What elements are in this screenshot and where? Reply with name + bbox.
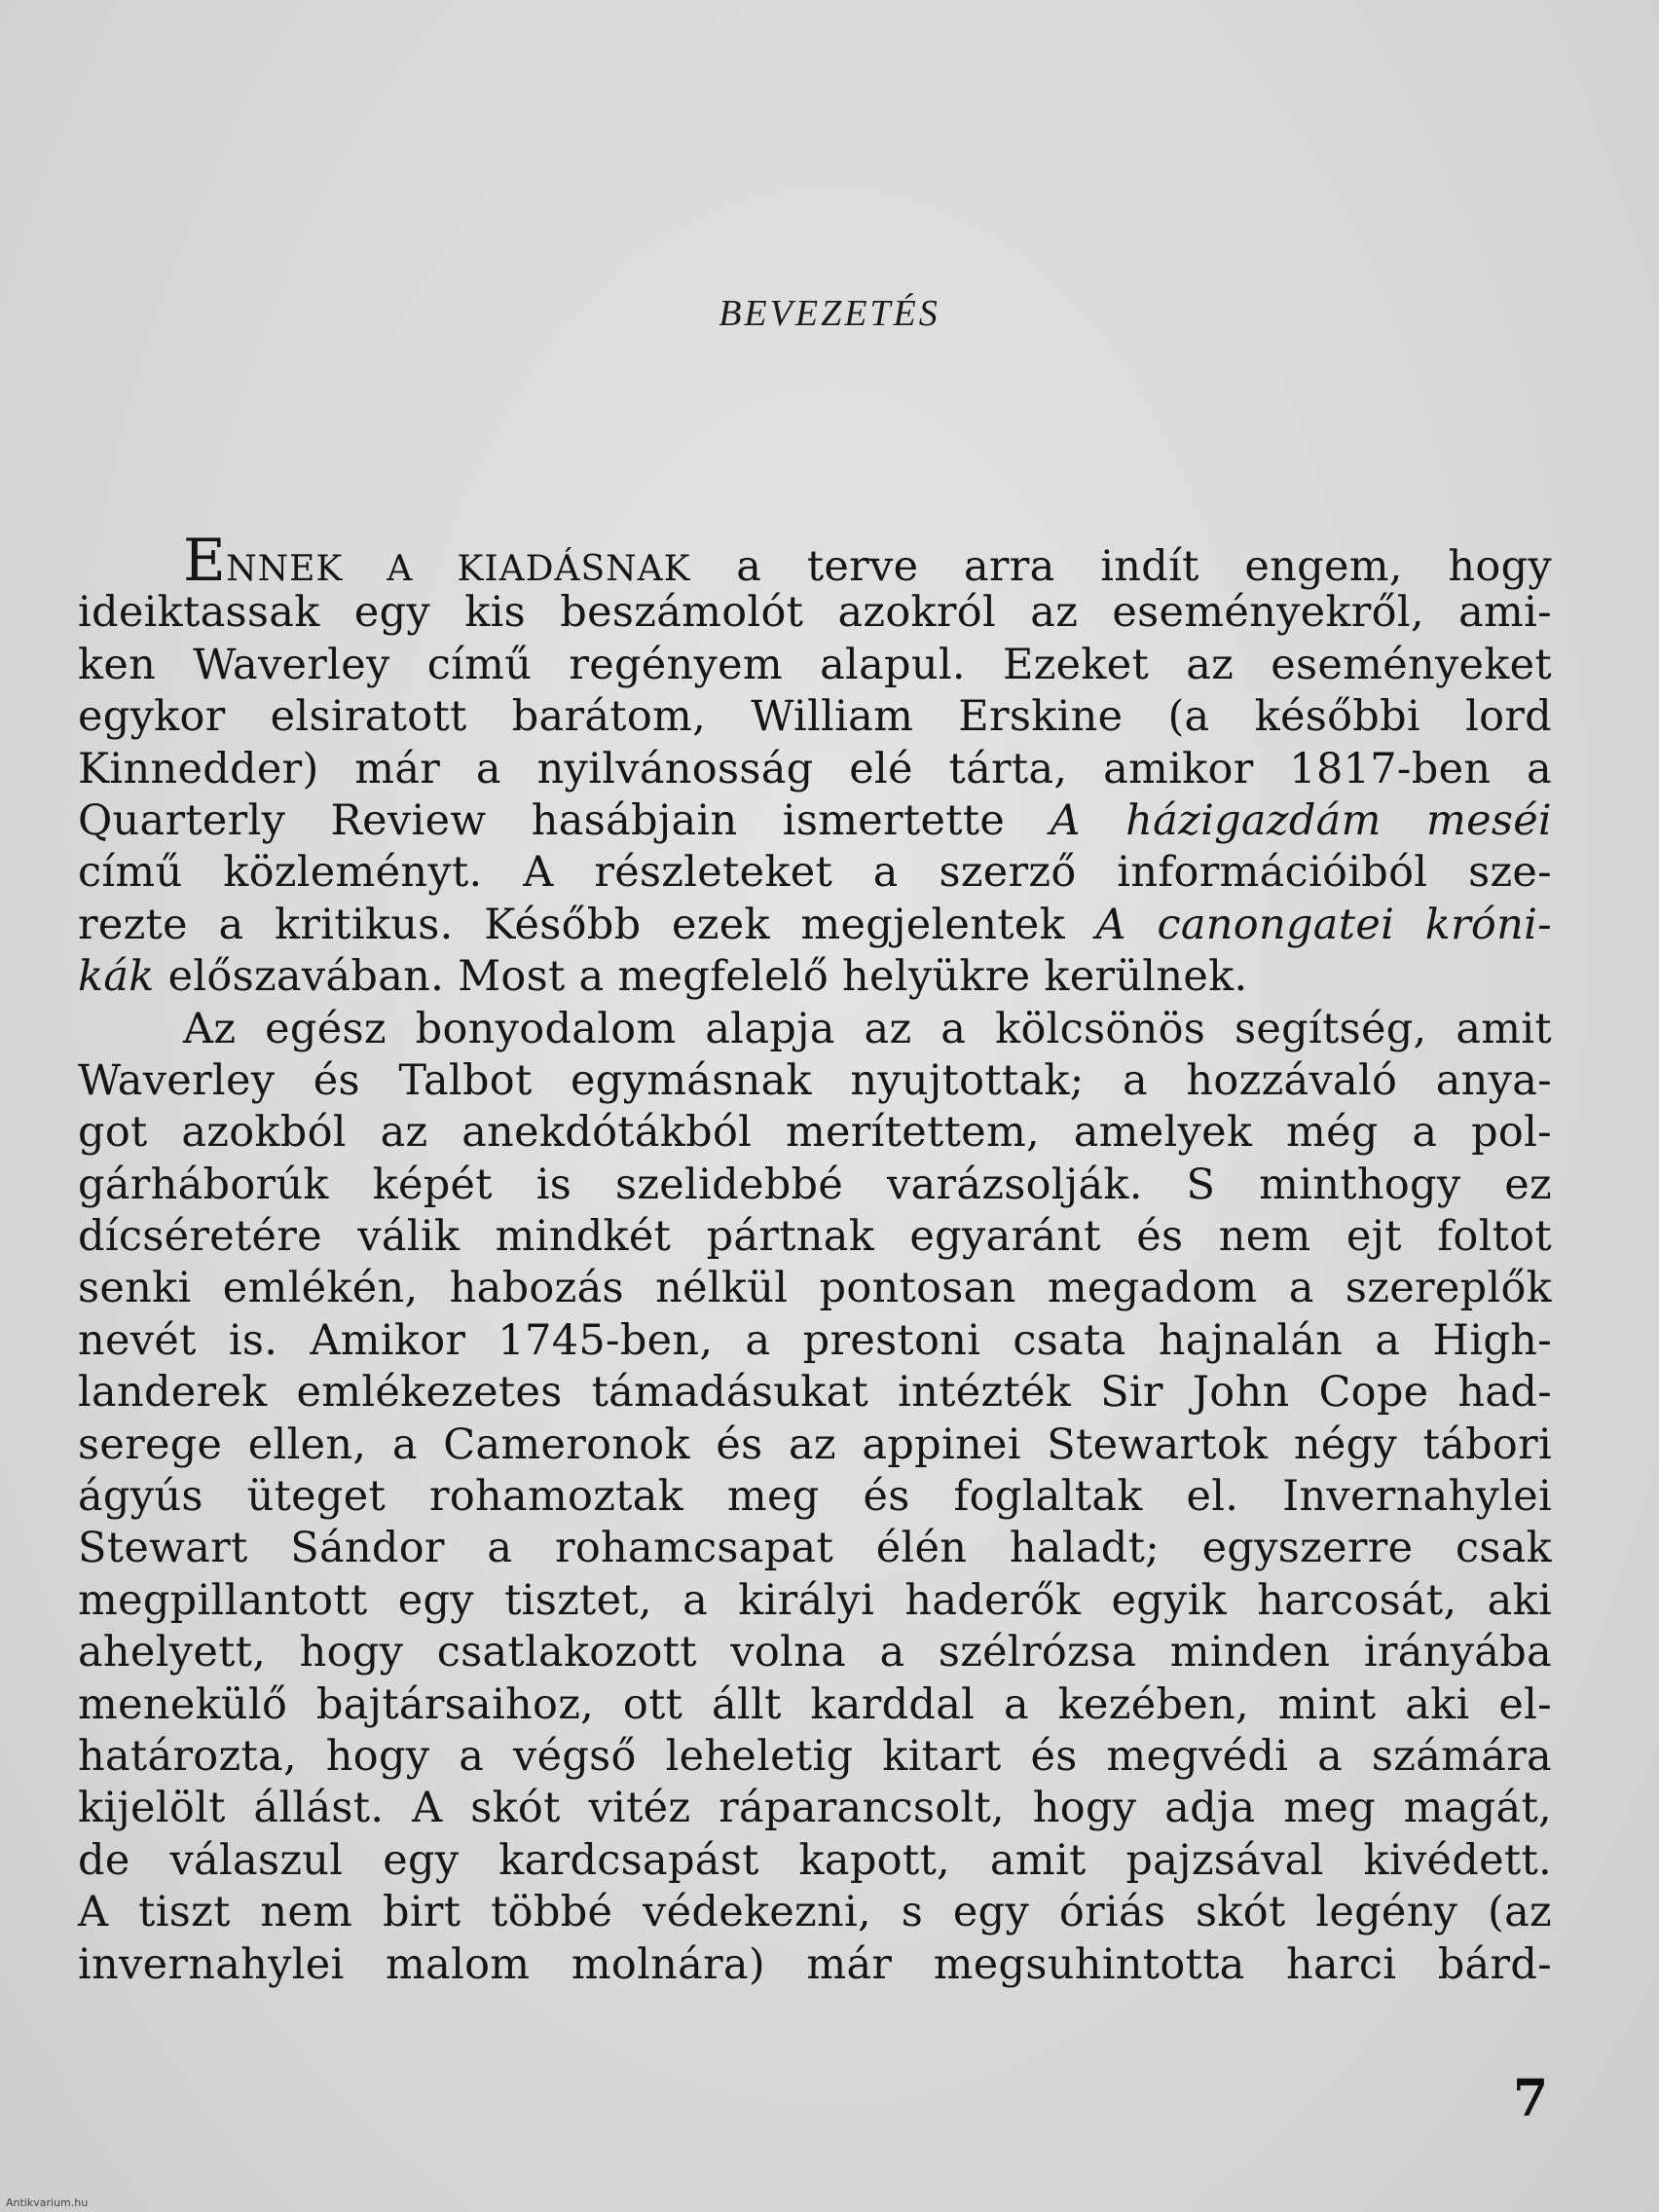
- chapter-heading: BEVEZETÉS: [719, 293, 940, 334]
- text-line-7: című közleményt. A részleteket a szerző információiból sze-: [78, 848, 1552, 898]
- chronicle-title-italic: A canongatei króni-: [1095, 900, 1552, 949]
- text-line-11: Waverley és Talbot egymásnak nyujtottak; a hozzávaló anya-: [78, 1055, 1552, 1105]
- text-line-21: megpillantott egy tisztet, a királyi haderők egyik harcosát, aki: [78, 1575, 1552, 1625]
- text-line-12: got azokból az anekdótákból merítettem, amelyek még a pol-: [78, 1108, 1552, 1158]
- text-line-14: dícséretére válik mindkét pártnak egyaránt és nem ejt foltot: [78, 1212, 1552, 1262]
- text-line-23: menekülő bajtársaihoz, ott állt karddal a kezében, mint aki el-: [78, 1679, 1552, 1729]
- drop-cap: E: [183, 527, 227, 595]
- page-number: 7: [1513, 2069, 1549, 2128]
- text-line-2: ideiktassak egy kis beszámolót azokról az eseményekről, ami-: [78, 588, 1552, 638]
- line-8-text: rezte a kritikus. Később ezek megjelentek: [78, 900, 1096, 949]
- book-title-italic: A házigazdám meséi: [1050, 795, 1552, 845]
- text-line-24: határozta, hogy a végső leheletig kitart és megvédi a számára: [78, 1731, 1552, 1781]
- text-line-28: invernahylei malom molnára) már megsuhintotta harci bárd-: [78, 1939, 1552, 1989]
- text-line-8: [78, 900, 1552, 951]
- text-line-10: Az egész bonyodalom alapja az a kölcsönös segítség, amit: [183, 1004, 1552, 1053]
- text-line-13: gárháborúk képét is szelidebbé varázsolják. S minthogy ez: [78, 1160, 1552, 1209]
- text-line-3: ken Waverley című regényem alapul. Ezeket az eseményeket: [78, 640, 1552, 689]
- line-1-rest: a terve arra indít engem, hogy: [690, 542, 1552, 591]
- text-line-1: [78, 527, 1552, 595]
- text-line-26: de válaszul egy kardcsapást kapott, amit pajzsával kivédett.: [78, 1835, 1552, 1885]
- line-9-text: előszavában. Most a megfelelő helyükre kerülnek.: [154, 952, 1248, 1002]
- line-6-text: Quarterly Review hasábjain ismertette: [78, 795, 1051, 845]
- text-line-20: Stewart Sándor a rohamcsapat élén haladt; egyszerre csak: [78, 1524, 1552, 1573]
- text-line-9: [78, 951, 1552, 1003]
- text-line-18: serege ellen, a Cameronok és az appinei Stewartok négy tábori: [78, 1419, 1552, 1469]
- text-line-5: Kinnedder) már a nyilvánosság elé tárta, amikor 1817-ben a: [78, 744, 1552, 793]
- text-line-4: egykor elsiratott barátom, William Erskine (a későbbi lord: [78, 692, 1552, 742]
- text-line-15: senki emlékén, habozás nélkül pontosan megadom a szereplők: [78, 1264, 1552, 1313]
- text-line-17: landerek emlékezetes támadásukat intézték Sir John Cope had-: [78, 1368, 1552, 1418]
- opening-small-caps: NNEK A KIADÁSNAK: [226, 549, 691, 589]
- text-line-27: A tiszt nem birt többé védekezni, s egy óriás skót legény (az: [78, 1888, 1552, 1937]
- text-line-6: [78, 795, 1552, 847]
- chronicle-title-italic-end: kák: [78, 952, 155, 1002]
- text-line-16: nevét is. Amikor 1745-ben, a prestoni csata hajnalán a High-: [78, 1315, 1552, 1365]
- text-line-19: ágyús üteget rohamoztak meg és foglaltak el. Invernahylei: [78, 1472, 1552, 1522]
- watermark-label: Antikvarium.hu: [6, 2196, 89, 2209]
- body-text: [78, 527, 1552, 1991]
- text-line-22: ahelyett, hogy csatlakozott volna a szélrózsa minden irányába: [78, 1628, 1552, 1677]
- text-line-25: kijelölt állást. A skót vitéz ráparancsolt, hogy adja meg magát,: [78, 1784, 1552, 1833]
